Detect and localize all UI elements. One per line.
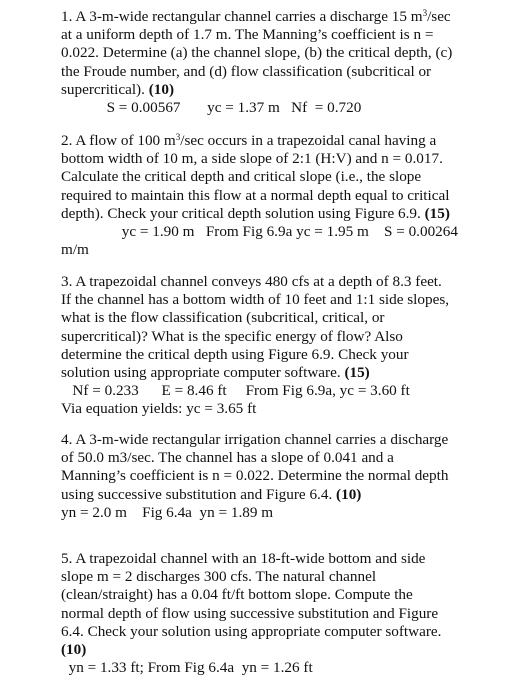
problem-2-answer: yc = 1.90 m From Fig 6.9a yc = 1.95 m S = 0.00264 xyxy=(61,223,458,241)
problem-5-answer: yn = 1.33 ft; From Fig 6.4a yn = 1.26 ft xyxy=(61,659,313,677)
problem-1-line-2: at a uniform depth of 1.7 m. The Manning’s coefficient is n = xyxy=(61,26,434,44)
problem-5-line-6: (10) xyxy=(61,641,87,659)
problem-4 xyxy=(61,431,501,522)
problem-5 xyxy=(61,550,501,677)
problem-5-line-2: slope m = 2 discharges 300 cfs. The natural channel xyxy=(61,568,377,586)
problem-1-line-4: the Froude number, and (d) flow classification (subcritical or xyxy=(61,62,432,80)
problem-2-line-5: depth). Check your critical depth solution using Figure 6.9. (15) xyxy=(61,204,450,222)
problem-1 xyxy=(61,8,501,117)
problem-2-line-1: 2. A flow of 100 $m^3/\sec$ occurs in a trapezoidal canal having a xyxy=(61,132,437,149)
problem-5-line-1: 5. A trapezoidal channel with an 18-ft-wide bottom and side xyxy=(61,550,426,567)
problem-4-line-1: 4. A 3-m-wide rectangular irrigation channel carries a discharge xyxy=(61,431,449,448)
problem-3-line-4: supercritical)? What is the specific energy of flow? Also xyxy=(61,327,403,345)
problem-1-line-1: 1. A 3-m-wide rectangular channel carries a discharge 15 $m^3/\sec$ xyxy=(61,8,451,25)
problem-3-line-5: determine the critical depth using Figure 6.9. Check your xyxy=(61,345,409,363)
problem-4-answer: yn = 2.0 m Fig 6.4a yn = 1.89 m xyxy=(61,503,274,521)
problem-2-answer-units: m/m xyxy=(61,241,89,259)
problem-5-line-3: (clean/straight) has a 0.04 ft/ft bottom slope. Compute the xyxy=(61,586,413,604)
problem-1-answer: S = 0.00567 yc = 1.37 m Nf = 0.720 xyxy=(61,99,362,117)
problem-3-line-6: solution using appropriate computer software. (15) xyxy=(61,364,370,382)
problem-2-line-4: required to maintain this flow at a normal depth equal to critical xyxy=(61,186,450,204)
problem-3-answer-1: Nf = 0.233 E = 8.46 ft From Fig 6.9a, yc = 3.60 ft xyxy=(61,382,410,400)
problem-2-line-3: Calculate the critical depth and critical slope (i.e., the slope xyxy=(61,168,422,186)
problem-2-line-2: bottom width of 10 m, a side slope of 2:1 (H:V) and n = 0.017. xyxy=(61,150,443,168)
problem-3-line-3: what is the flow classification (subcritical, critical, or xyxy=(61,309,385,327)
problem-3-answer-2: Via equation yields: yc = 3.65 ft xyxy=(61,400,257,418)
problem-2 xyxy=(61,132,501,259)
problem-1-line-3: 0.022. Determine (a) the channel slope, (b) the critical depth, (c) xyxy=(61,44,453,62)
problem-3 xyxy=(61,273,501,419)
problem-5-line-4: normal depth of flow using successive substitution and Figure xyxy=(61,604,439,622)
problem-1-line-5: supercritical). (10) xyxy=(61,80,175,98)
problem-4-line-4: using successive substitution and Figure 6.4. (10) xyxy=(61,485,362,503)
problem-3-line-1: 3. A trapezoidal channel conveys 480 cfs at a depth of 8.3 feet. xyxy=(61,273,442,290)
problem-4-line-2: of 50.0 m3/sec. The channel has a slope of 0.041 and a xyxy=(61,449,394,467)
problem-4-line-3: Manning’s coefficient is n = 0.022. Determine the normal depth xyxy=(61,467,449,485)
problem-5-line-5: 6.4. Check your solution using appropriate computer software. xyxy=(61,622,442,640)
problem-3-line-2: If the channel has a bottom width of 10 feet and 1:1 side slopes, xyxy=(61,291,450,309)
